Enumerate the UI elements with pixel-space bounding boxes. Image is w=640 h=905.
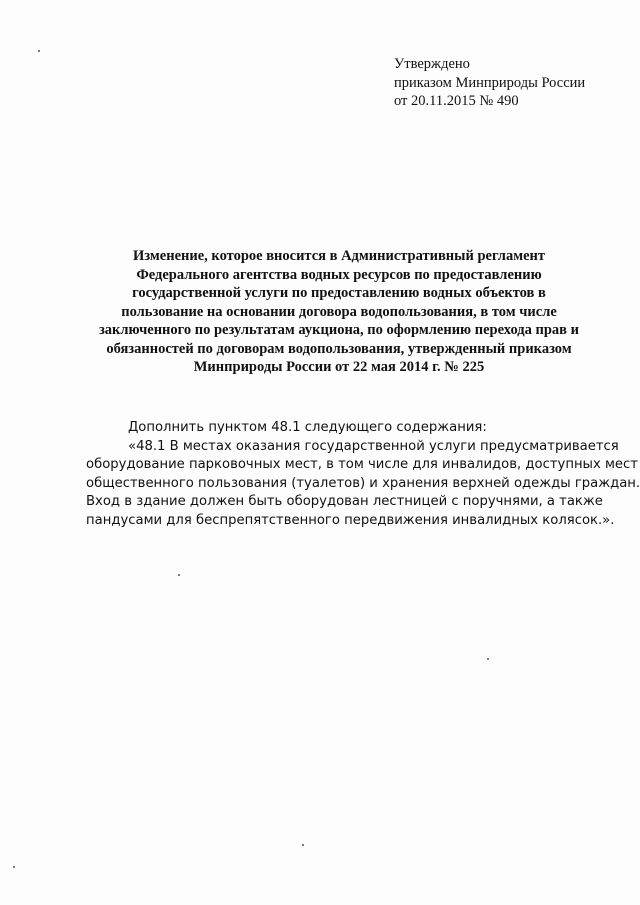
title-line: заключенного по результатам аукциона, по оформлению перехода прав и	[98, 322, 579, 338]
title-line: государственной услуги по предоставлению водных объектов в	[132, 285, 546, 301]
document-title	[86, 247, 592, 377]
approval-line-approved: Утверждено	[394, 56, 470, 72]
body-line: Вход в здание должен быть оборудован лестницей с поручнями, а также	[86, 494, 603, 509]
body-line: оборудование парковочных мест, в том числе для инвалидов, доступных мест	[86, 457, 638, 472]
approval-stamp	[394, 55, 585, 111]
scan-speck	[487, 658, 489, 660]
title-line: обязанностей по договорам водопользования, утвержденный приказом	[106, 340, 572, 357]
scan-speck	[13, 866, 15, 868]
document-body	[86, 419, 640, 530]
title-line: Федерального агентства водных ресурсов по предоставлению	[136, 266, 542, 283]
approval-line-date: от 20.11.2015 № 490	[394, 93, 519, 109]
title-line: Изменение, которое вносится в Административный регламент	[133, 248, 545, 264]
title-line: Минприроды России от 22 мая 2014 г. № 225	[193, 359, 485, 375]
body-line: «48.1 В местах оказания государственной услуги предусматривается	[128, 438, 619, 454]
body-line: общественного пользования (туалетов) и хранения верхней одежды граждан.	[86, 475, 640, 491]
body-intro: Дополнить пунктом 48.1 следующего содержания:	[128, 420, 487, 435]
scan-speck	[302, 844, 304, 846]
approval-line-order: приказом Минприроды России	[394, 74, 586, 91]
scan-speck	[178, 574, 180, 576]
scan-speck	[38, 50, 40, 52]
body-line: пандусами для беспрепятственного передвижения инвалидных колясок.».	[86, 512, 615, 528]
title-line: пользование на основании договора водопользования, в том числе	[121, 303, 557, 320]
